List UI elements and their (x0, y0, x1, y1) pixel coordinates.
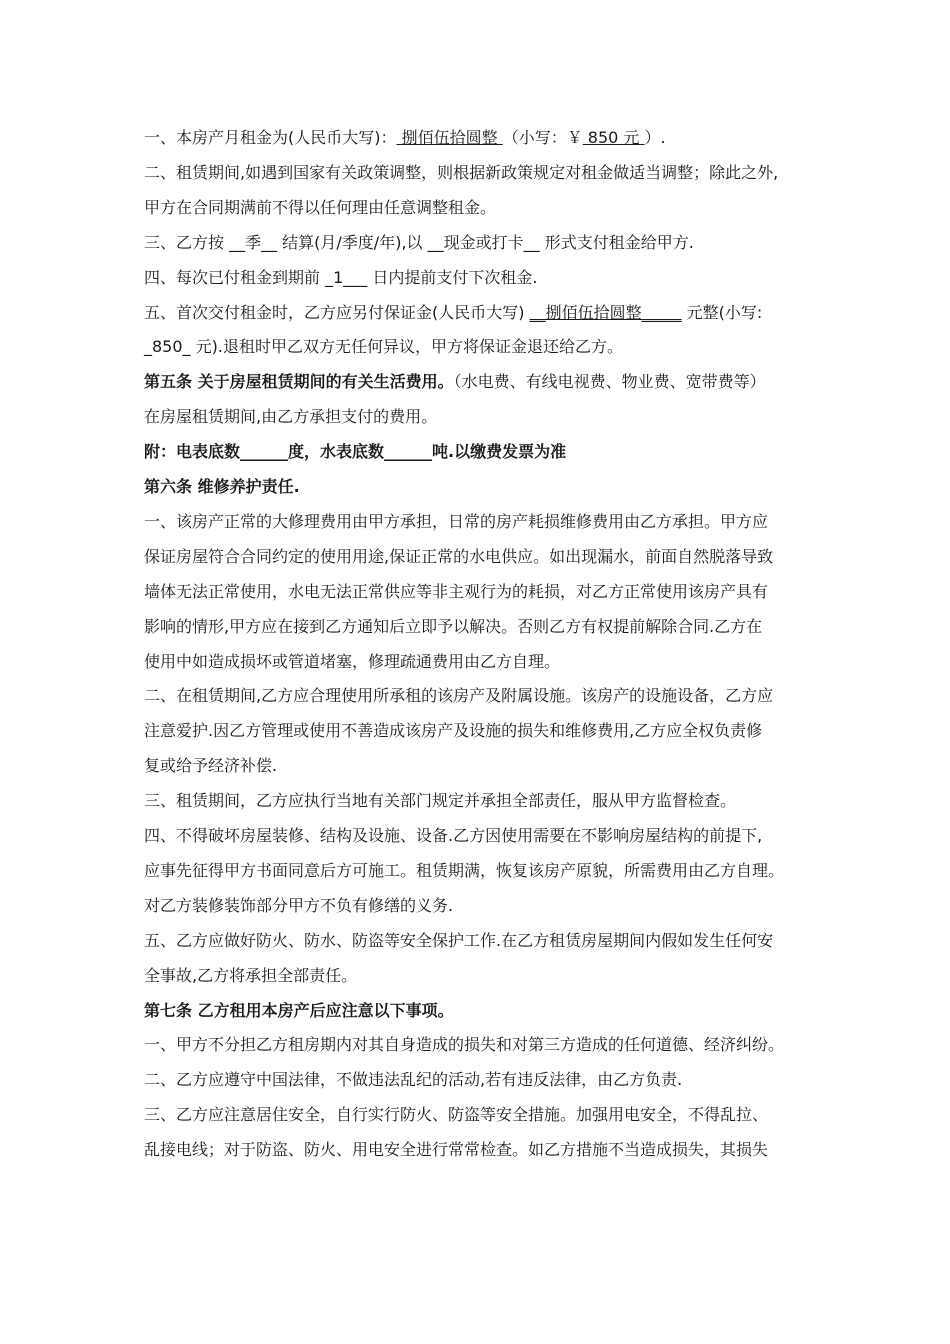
document-line (144, 372, 766, 392)
document-line: 全事故,乙方将承担全部责任。 (144, 966, 358, 985)
document-line: 墙体无法正常使用，水电无法正常供应等非主观行为的耗损，对乙方正常使用该房产具有 (144, 582, 769, 601)
document-line: 一、该房产正常的大修理费用由甲方承担，日常的房产耗损维修费用由乙方承担。甲方应 (144, 512, 769, 531)
document-line: 五、乙方应做好防火、防水、防盗等安全保护工作.在乙方租赁房屋期间内假如发生任何安 (144, 931, 774, 950)
document-line: 二、在租赁期间,乙方应合理使用所承租的该房产及附属设施。该房产的设施设备，乙方应 (144, 686, 774, 705)
document-line: 三、乙方应注意居住安全，自行实行防火、防盗等安全措施。加强用电安全，不得乱拉、 (144, 1105, 769, 1124)
line-text: ）. (644, 128, 666, 147)
line-text: 第五条 关于房屋租赁期间的有关生活费用。 (144, 372, 454, 391)
document-line: 三、乙方按 __季__ 结算(月/季度/年),以 __现金或打卡__ 形式支付租金给甲方. (144, 233, 694, 252)
filled-blank: 捌佰伍拾圆整 (396, 128, 503, 147)
filled-blank: 850 元 (582, 128, 645, 147)
line-text: 五、首次交付租金时，乙方应另付保证金(人民币大写) (144, 303, 530, 322)
document-line: 应事先征得甲方书面同意后方可施工。租赁期满，恢复该房产原貌，所需费用由乙方自理。 (144, 861, 785, 880)
document-line: 四、每次已付租金到期前 _1___ 日内提前支付下次租金. (144, 268, 538, 287)
document-line: 三、租赁期间，乙方应执行当地有关部门规定并承担全部责任，服从甲方监督检查。 (144, 791, 737, 810)
document-line: 使用中如造成损坏或管道堵塞，修理疏通费用由乙方自理。 (144, 652, 561, 671)
filled-blank: __捌佰伍拾圆整_____ (529, 303, 682, 322)
document-line: 二、租赁期间,如遇到国家有关政策调整，则根据新政策规定对租金做适当调整；除此之外, (144, 163, 779, 182)
document-line: 复或给予经济补偿. (144, 756, 278, 775)
document-line: 注意爱护.因乙方管理或使用不善造成该房产及设施的损失和维修费用,乙方应全权负责修 (144, 721, 763, 740)
line-text: 一、本房产月租金为(人民币大写)： (144, 128, 397, 147)
document-line: 二、乙方应遵守中国法律，不做违法乱纪的活动,若有违反法律，由乙方负责. (144, 1070, 683, 1089)
document-line: 附：电表底数______度，水表底数______吨.以缴费发票为准 (144, 442, 567, 461)
document-line: 在房屋租赁期间,由乙方承担支付的费用。 (144, 407, 438, 426)
document-line (144, 128, 666, 148)
document-line: _850_ 元).退租时甲乙双方无任何异议，甲方将保证金退还给乙方。 (144, 337, 623, 356)
document-line: 影响的情形,甲方应在接到乙方通知后立即予以解决。否则乙方有权提前解除合同.乙方在 (144, 617, 763, 636)
document-line: 保证房屋符合合同约定的使用用途,保证正常的水电供应。如出现漏水，前面自然脱落导致 (144, 547, 774, 566)
document-line: 第七条 乙方租用本房产后应注意以下事项。 (144, 1001, 454, 1020)
line-text: （水电费、有线电视费、物业费、宽带费等） (453, 372, 766, 391)
line-text: （小写：￥ (502, 128, 583, 147)
document-line: 对乙方装修装饰部分甲方不负有修缮的义务. (144, 896, 454, 915)
document-line (144, 303, 762, 323)
document-line: 四、不得破坏房屋装修、结构及设施、设备.乙方因使用需要在不影响房屋结构的前提下, (144, 826, 763, 845)
document-line: 一、甲方不分担乙方租房期内对其自身造成的损失和对第三方造成的任何道德、经济纠纷。 (144, 1035, 785, 1054)
document-line: 第六条 维修养护责任. (144, 477, 300, 496)
line-text: 元整(小写: (681, 303, 763, 322)
document-line: 乱接电线；对于防盗、防火、用电安全进行常常检查。如乙方措施不当造成损失，其损失 (144, 1140, 769, 1159)
document-line: 甲方在合同期满前不得以任何理由任意调整租金。 (144, 198, 497, 217)
